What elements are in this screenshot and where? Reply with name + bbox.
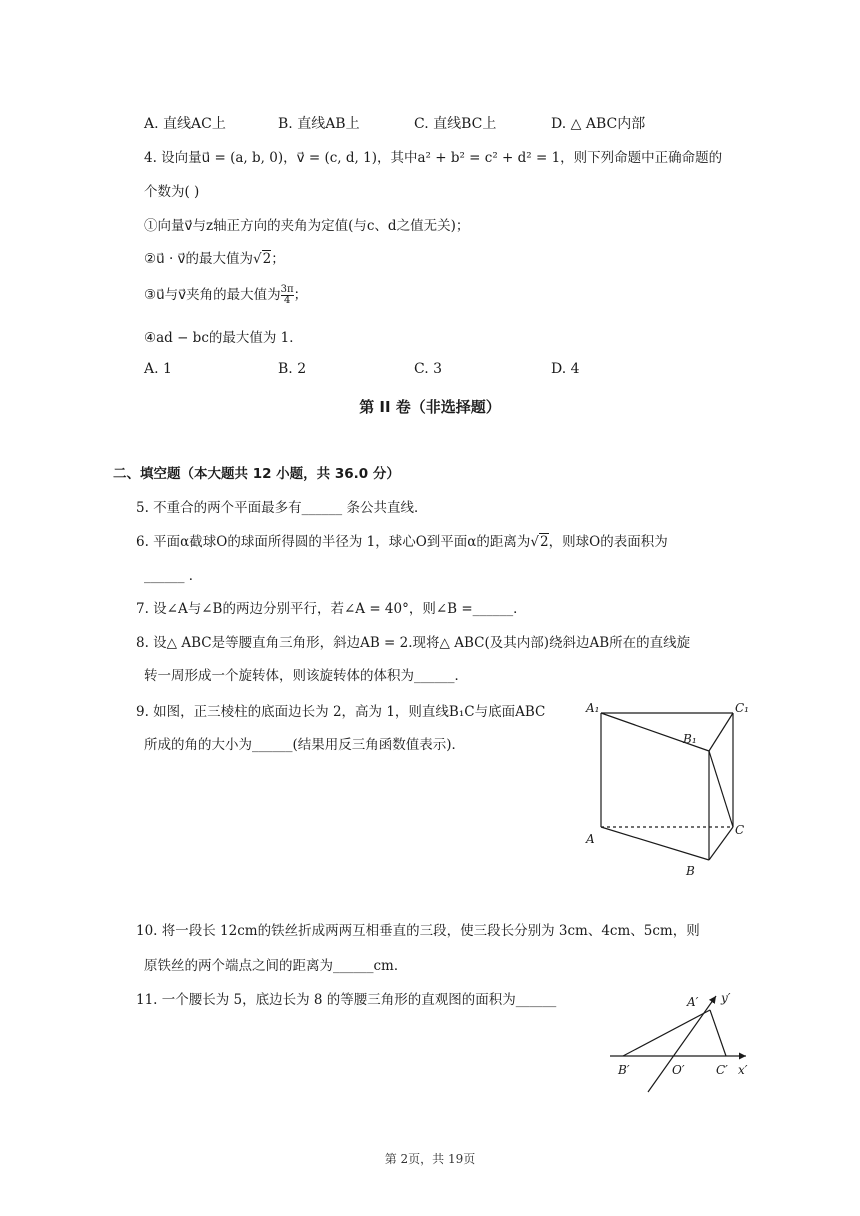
label-x-prime: x′ [738,1063,748,1077]
segment-b1c [709,751,733,827]
label-b1: B₁ [683,732,697,746]
q3-option-a: A. 直线AC上 [144,116,226,132]
q6-radicand: 2 [540,534,549,550]
q3-option-d: D. △ ABC内部 [551,116,646,132]
fraction-numerator: 3π [280,284,294,295]
q10: 10. 将一段长 12cm的铁丝折成两两互相垂直的三段，使三段长分别为 3cm、4cm、5cm，则 [136,923,700,939]
label-a1: A₁ [586,701,600,715]
q4-statement-3 [144,283,307,306]
q5: 5. 不重合的两个平面最多有______ 条公共直线． [136,500,428,516]
q4-statement-2-text: ②u⃗ · v⃗的最大值为 [144,251,254,267]
q11: 11. 一个腰长为 5，底边长为 8 的等腰三角形的直观图的面积为______ [136,992,557,1008]
label-b-prime: B′ [618,1063,630,1077]
sqrt-symbol: √ [530,534,540,550]
q4-option-c: C. 3 [414,361,443,377]
q9: 9. 如图，正三棱柱的底面边长为 2，高为 1，则直线B₁C与底面ABC [136,704,546,720]
q9-cont: 所成的角的大小为______(结果用反三角函数值表示)． [144,737,466,753]
q4-option-b: B. 2 [278,361,307,377]
q4-stem: 4. 设向量u⃗ = (a, b, 0)，v⃗ = (c, d, 1)，其中a² + b² = c² + d² = 1，则下列命题中正确命题的 [144,150,723,166]
fraction-denominator: 4 [283,295,291,306]
prism-figure [582,696,752,880]
sqrt-symbol: √ [253,251,262,267]
q4-statement-3-end: ； [293,287,308,303]
q7: 7. 设∠A与∠B的两边分别平行，若∠A = 40°，则∠B =______． [136,601,527,617]
q6-text-end: ，则球O的表面积为 [548,534,668,550]
q3-option-b: B. 直线AB上 [278,116,360,132]
part-heading: 二、填空题（本大题共 12 小题，共 36.0 分） [113,466,400,482]
label-c: C [735,823,745,837]
q4-option-a: A. 1 [144,361,172,377]
edge-bc [709,827,733,860]
page-footer: 第 2页，共 19页 [384,1152,476,1166]
q8: 8. 设△ ABC是等腰直角三角形，斜边AB = 2.现将△ ABC(及其内部)绕斜边AB所在的直线旋 [136,635,691,651]
q4-stem-cont: 个数为( ) [144,184,200,200]
label-b: B [686,864,695,878]
q4-statement-1: ①向量v⃗与z轴正方向的夹角为定值(与c、d之值无关)； [144,218,470,234]
q8-cont: 转一周形成一个旋转体，则该旋转体的体积为______． [144,668,468,684]
label-o-prime: O′ [672,1063,685,1077]
label-y-prime: y′ [721,991,731,1005]
label-a: A [586,832,595,846]
q6-blank: ______ ． [144,568,203,584]
fraction [281,285,294,306]
q4-statement-2-end: ； [271,251,285,267]
q4-statement-2 [144,247,285,267]
q6 [136,530,668,550]
side-ac [710,1010,726,1056]
oblique-figure [606,986,756,1096]
section-title: 第 II 卷（非选择题） [359,398,501,416]
side-ba [623,1010,710,1056]
y-axis [648,996,716,1092]
edge-ab [601,827,709,860]
edge-b1c1 [709,713,733,751]
q4-statement-3-text: ③u⃗与v⃗夹角的最大值为 [144,287,281,303]
q10-cont: 原铁丝的两个端点之间的距离为______cm． [144,958,408,974]
q4-statement-4: ④ad − bc的最大值为 1． [144,330,303,346]
q4-statement-2-radicand: 2 [262,251,272,267]
q6-text: 6. 平面α截球O的球面所得圆的半径为 1，球心O到平面α的距离为 [136,534,531,550]
label-c1: C₁ [735,701,749,715]
label-a-prime: A′ [687,995,699,1009]
q3-option-c: C. 直线BC上 [414,116,497,132]
label-c-prime: C′ [716,1063,728,1077]
q4-option-d: D. 4 [551,361,580,377]
